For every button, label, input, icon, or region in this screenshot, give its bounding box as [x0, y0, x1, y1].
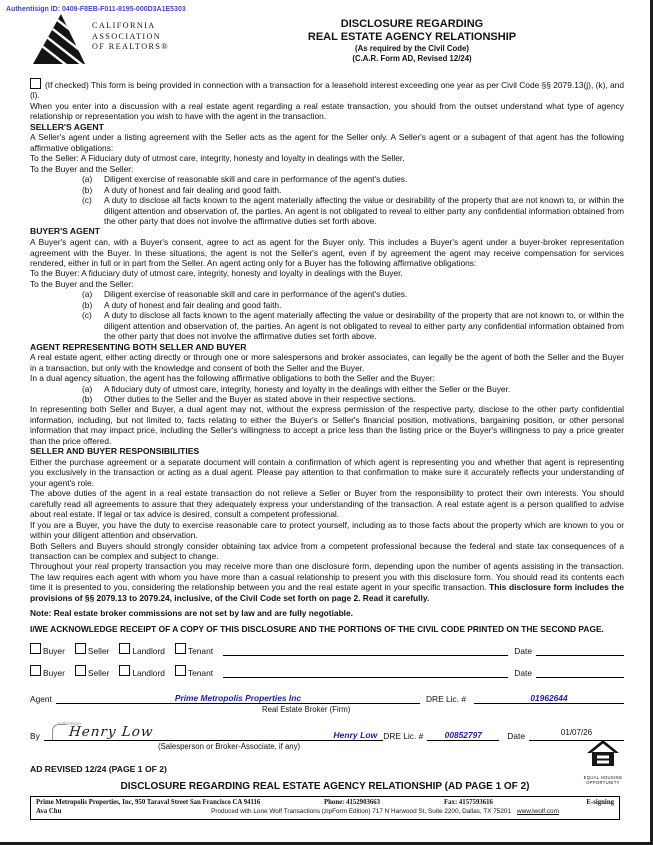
landlord-label: Landlord — [132, 646, 165, 657]
list-item-label: (b) — [82, 184, 93, 195]
paragraph: In representing both Seller and Buyer, a dual agent may not, without the express permission of the respective party, disclose to the other party confidential information, including, but not limited to, facts relating to either the Buyer's or Seller's financial position, motivations, bargaining position, or other personal information that may impact price, including the Seller's willingness to accept a price less than the listing price or the Buyer's willingness to pay a price greater than the price offered. — [30, 404, 624, 446]
landlord-checkbox[interactable] — [119, 665, 130, 676]
list-item-label: (b) — [82, 394, 93, 405]
footer-prepared-by: Ava Chu — [36, 807, 62, 815]
list-item — [30, 384, 624, 394]
intro-paragraph: When you enter into a discussion with a real estate agent regarding a real estate transaction, you should from the outset understand what type of agency relationship or representation you wish to have with the agent in the transaction. — [30, 100, 624, 122]
list-item-text: Other duties to the Seller and the Buyer as stated above in their respective sections. — [104, 394, 416, 405]
title-block — [200, 18, 624, 63]
footer-firm-line: Prime Metropolis Properties, Inc, 950 Taraval Street San Francisco CA 94116 — [36, 799, 261, 807]
form-header — [0, 0, 650, 70]
form-title-line1: DISCLOSURE REGARDING — [340, 18, 484, 30]
tenant-label: Tenant — [187, 646, 214, 657]
agent-label: Agent — [30, 694, 52, 705]
paragraph: To the Seller: A Fiduciary duty of utmost care, integrity, honesty and loyalty in dealings with the Seller. — [30, 153, 405, 164]
signer-signature-line[interactable] — [223, 642, 508, 656]
buyer-checkbox[interactable] — [30, 643, 41, 654]
list-item-label: (c) — [82, 195, 92, 206]
signer-row-1 — [30, 641, 624, 656]
paragraph: Both Sellers and Buyers should strongly consider obtaining tax advice from a competent professional because the federal and state tax consequences of a transaction can be complex and subject to change. — [30, 540, 624, 561]
authentisign-mark-label: Authentisign — [57, 721, 81, 727]
heading-buyers-agent: BUYER'S AGENT — [30, 226, 101, 237]
footer-row-2 — [36, 808, 614, 817]
paragraph: Either the purchase agreement or a separate document will contain a confirmation of which agent is representing you and whether that agent is representing you exclusively in the transaction or acting as a dual agent. Please pay attention to that confirmation to make sure it accurately reflects your understanding of your agent's role. — [30, 456, 624, 488]
heading-sellers-agent: SELLER'S AGENT — [30, 121, 104, 132]
agent-dre-value: 01962644 — [530, 693, 568, 704]
by-row — [30, 720, 624, 741]
agent-dre-line[interactable] — [474, 690, 624, 704]
paragraph: In a dual agency situation, the agent has the following affirmative obligations to both the Seller and the Buyer: — [30, 373, 435, 384]
list-item-text: A duty of honest and fair dealing and good faith. — [104, 299, 282, 310]
buyer-label: Buyer — [43, 668, 65, 679]
agent-firm-value: Prime Metropolis Properties Inc — [174, 693, 301, 704]
list-item — [30, 185, 624, 195]
by-dre-line[interactable] — [427, 727, 499, 741]
paragraph-bold-run: This disclosure form includes the provisions of §§ 2079.13 to 2079.24, inclusive, of the Civil Code set forth on page 2. Read it carefully. — [30, 582, 624, 603]
list-item-label: (a) — [82, 383, 93, 394]
seller-label: Seller — [87, 646, 110, 657]
paragraph: To the Buyer: A fiduciary duty of utmost care, integrity, honesty and loyalty in dealings with the Buyer. — [30, 268, 403, 279]
revision-line: AD REVISED 12/24 (PAGE 1 OF 2) — [30, 764, 167, 775]
eho-caption-line1: EQUAL HOUSING — [583, 775, 623, 780]
list-item-text: A duty of honest and fair dealing and good faith. — [104, 184, 282, 195]
agent-row — [30, 687, 624, 704]
form-body — [0, 70, 650, 751]
footer-page-title: DISCLOSURE REGARDING REAL ESTATE AGENCY RELATIONSHIP (AD PAGE 1 OF 2) — [120, 781, 530, 793]
agent-firm-line[interactable] — [56, 690, 420, 704]
footer-website-link[interactable]: www.lwolf.com — [517, 807, 559, 815]
signer-row-2 — [30, 663, 624, 678]
by-date-label: Date — [507, 731, 525, 742]
seller-checkbox[interactable] — [75, 643, 86, 654]
list-item — [30, 174, 624, 184]
logo-line: ASSOCIATION — [92, 31, 162, 41]
logo-line: OF REALTORS® — [92, 42, 169, 51]
commission-note: Note: Real estate broker commissions are not set by law and are fully negotiable. — [30, 608, 353, 619]
list-item-label: (c) — [82, 310, 92, 321]
by-date-value: 01/07/26 — [560, 728, 593, 738]
leasehold-text: (If checked) This form is being provided in connection with a transaction for a leasehold interest exceeding one year as per Civil Code §§ 2079.13(j), (k), and (l). — [30, 80, 624, 101]
equal-housing-logo — [580, 740, 626, 785]
list-item-text: A fiduciary duty of utmost care, integrity, honesty and loyalty in the dealings with either the Seller or the Buyer. — [104, 383, 511, 394]
equal-housing-icon — [586, 757, 620, 774]
list-item-label: (a) — [82, 289, 93, 300]
tenant-label: Tenant — [187, 668, 214, 679]
paragraph: The above duties of the agent in a real estate transaction do not relieve a Seller or Buyer from the responsibility to protect their own interests. You should carefully read all agreements to assure that they adequately express your understanding of the transaction. A real estate agent is a person qualified to advise about real estate. If legal or tax advice is desired, consult a competent professional. — [30, 488, 624, 520]
car-logo — [32, 13, 169, 70]
tenant-checkbox[interactable] — [175, 665, 186, 676]
heading-responsibilities: SELLER AND BUYER RESPONSIBILITIES — [30, 446, 200, 457]
acknowledge-paragraph: I/WE ACKNOWLEDGE RECEIPT OF A COPY OF THIS DISCLOSURE AND THE PORTIONS OF THE CIVIL CODE PRINTED ON THE SECOND PAGE. — [30, 623, 604, 634]
heading-dual-agent: AGENT REPRESENTING BOTH SELLER AND BUYER — [30, 341, 247, 352]
authentisign-id: Authentisign ID: 0409-F8EB-F011-8195-000D3A1E5303 — [6, 6, 186, 13]
list-item — [30, 195, 624, 226]
date-label: Date — [514, 646, 532, 657]
by-signature-line[interactable] — [44, 721, 383, 741]
paragraph-with-bold — [30, 561, 624, 603]
paragraph: To the Buyer and the Seller: — [30, 163, 134, 174]
by-dre-value: 00852797 — [444, 730, 482, 741]
footer-produced-text: Produced with Lone Wolf Transactions (zipForm Edition) 717 N Harwood St, Suite 2200, Dallas, TX 75201 — [211, 807, 512, 815]
form-title-line2: REAL ESTATE AGENCY RELATIONSHIP — [307, 31, 517, 43]
seller-label: Seller — [87, 668, 110, 679]
paragraph-normal-run: Throughout your real property transaction you may receive more than one disclosure form, depending upon the number of agents assisting in the transaction. The law requires each agent with whom you have more than a casual relationship to present you with this disclosure form. You should read its contents each time it is presented to you, considering the relationship between you and the real estate agent in your specific transaction. — [30, 561, 624, 593]
by-dre-label: DRE Lic. # — [383, 731, 424, 742]
landlord-checkbox[interactable] — [119, 643, 130, 654]
list-item-label: (b) — [82, 299, 93, 310]
form-subtitle-1: (As required by the Civil Code) — [355, 44, 469, 53]
agent-signature: Henry Low — [67, 724, 155, 741]
form-subtitle-2: (C.A.R. Form AD, Revised 12/24) — [352, 53, 472, 63]
eho-caption-line2: OPPORTUNITY — [586, 780, 620, 785]
list-item — [30, 300, 624, 310]
agent-dre-label: DRE Lic. # — [425, 694, 466, 705]
tenant-checkbox[interactable] — [175, 643, 186, 654]
list-item-text: Diligent exercise of reasonable skill and care in performance of the agent's duties. — [104, 289, 408, 300]
car-logo-icon — [32, 13, 86, 70]
list-item — [30, 394, 624, 404]
footer-phone: Phone: 4152903663 — [324, 799, 381, 807]
by-label: By — [30, 731, 40, 742]
by-typed-name: Henry Low — [333, 730, 378, 741]
buyer-checkbox[interactable] — [30, 665, 41, 676]
paragraph: A real estate agent, either acting directly or through one or more salespersons and broker associates, can legally be the agent of both the Seller and the Buyer in a transaction, but only with the knowledge and consent of both the Seller and the Buyer. — [30, 352, 624, 373]
paragraph: To the Buyer and the Seller: — [30, 278, 134, 289]
list-item-text: A duty to disclose all facts known to the agent materially affecting the value or desirability of the property that are not known to, or within the diligent attention and observation of, the parties. An agent is not obligated to reveal to either party any confidential information obtained from the other party that does not involve the affirmative duties set forth above. — [104, 195, 624, 227]
footer-fax: Fax: 4157593616 — [444, 799, 493, 807]
car-logo-text — [92, 21, 169, 53]
signer-date-line[interactable] — [536, 664, 624, 678]
list-item-text: Diligent exercise of reasonable skill and care in performance of the agent's duties. — [104, 174, 408, 185]
seller-checkbox[interactable] — [75, 665, 86, 676]
by-caption: (Salesperson or Broker-Associate, if any) — [158, 742, 301, 752]
signer-signature-line[interactable] — [223, 664, 508, 678]
paragraph: A Buyer's agent can, with a Buyer's consent, agree to act as agent for the Buyer only. This includes a Buyer's agent under a buyer-broker representation agreement with the Buyer. In these situations, the agent is not the Seller's agent, even if by agreement the agent may receive compensation for services rendered, either in full or in part from the Seller. An agent acting only for a Buyer has the following affirmative obligations: — [30, 237, 624, 268]
logo-line: CALIFORNIA — [92, 21, 156, 30]
list-item — [30, 289, 624, 299]
footer-row-1 — [36, 799, 614, 808]
landlord-label: Landlord — [132, 668, 165, 679]
date-label: Date — [514, 668, 532, 679]
list-item-label: (a) — [82, 174, 93, 185]
agent-caption: Real Estate Broker (Firm) — [262, 705, 351, 715]
footer-produced — [156, 808, 614, 817]
paragraph: If you are a Buyer, you have the duty to exercise reasonable care to protect yourself, including as to those facts about the property which are known to you or within your diligent attention and observation. — [30, 519, 624, 541]
leasehold-checkbox[interactable] — [30, 78, 41, 89]
authentisign-mark-icon — [52, 721, 81, 740]
leasehold-paragraph — [30, 78, 624, 101]
paragraph: A Seller's agent under a listing agreement with the Seller acts as the agent for the Seller only. A Seller's agent or a subagent of that agent has the following affirmative obligations: — [30, 132, 624, 153]
buyer-label: Buyer — [43, 646, 65, 657]
footer-box — [30, 796, 620, 820]
footer-esigning: E-signing — [586, 799, 614, 807]
list-item — [30, 310, 624, 341]
signer-date-line[interactable] — [536, 642, 624, 656]
list-item-text: A duty to disclose all facts known to the agent materially affecting the value or desirability of the property that are not known to, or within the diligent attention and observation of, the parties. An agent is not obligated to reveal to either party any confidential information obtained from the other party that does not involve the affirmative duties set forth above. — [104, 310, 624, 342]
